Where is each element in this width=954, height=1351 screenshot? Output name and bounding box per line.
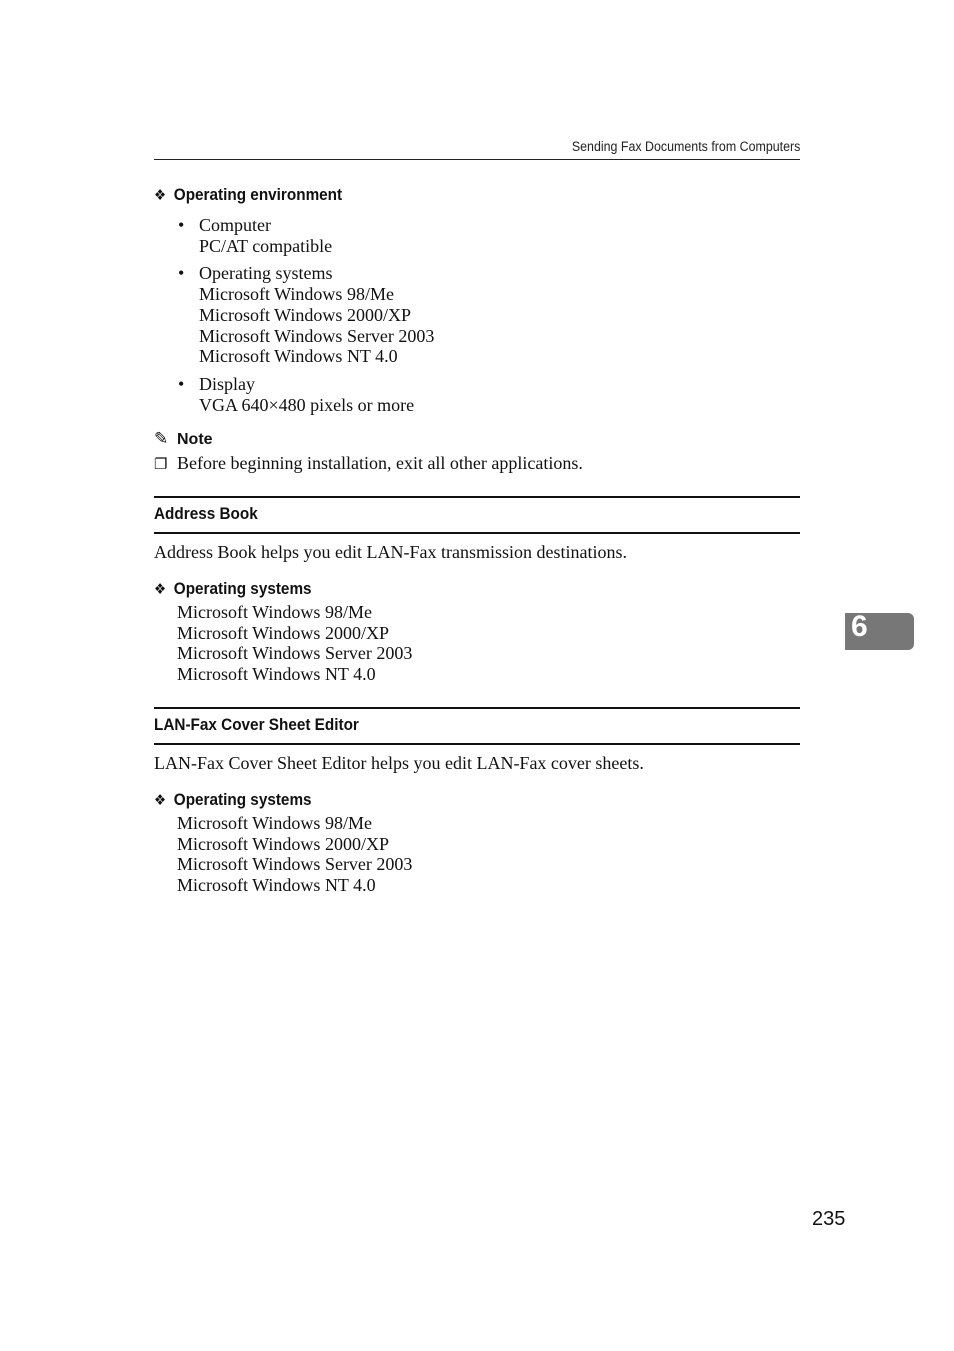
chapter-number: 6 bbox=[851, 610, 868, 643]
section-rule-top bbox=[154, 707, 800, 709]
diamond-icon: ❖ bbox=[154, 581, 167, 598]
note-item: ❐ Before beginning installation, exit all other applications. bbox=[154, 453, 583, 476]
page-number: 235 bbox=[812, 1208, 846, 1230]
cover-sheet-editor-os-heading: ❖ Operating systems bbox=[154, 790, 312, 809]
list-item-detail: Microsoft Windows Server 2003 bbox=[199, 325, 435, 346]
list-item-detail: Microsoft Windows NT 4.0 bbox=[199, 346, 398, 367]
list-item-detail: Microsoft Windows 2000/XP bbox=[199, 304, 411, 325]
os-list-item: Microsoft Windows 2000/XP bbox=[177, 833, 389, 854]
os-list-item: Microsoft Windows Server 2003 bbox=[177, 643, 413, 664]
address-book-os-list bbox=[177, 602, 412, 685]
section-rule-top bbox=[154, 496, 800, 498]
os-list-item: Microsoft Windows 2000/XP bbox=[177, 622, 389, 643]
list-item-detail: PC/AT compatible bbox=[199, 235, 333, 256]
running-header: Sending Fax Documents from Computers bbox=[571, 139, 800, 154]
list-item-detail: VGA 640×480 pixels or more bbox=[199, 394, 415, 415]
cover-sheet-editor-os-list bbox=[177, 813, 412, 896]
address-book-os-heading: ❖ Operating systems bbox=[154, 579, 312, 598]
checkbox-icon: ❐ bbox=[154, 457, 168, 473]
section-rule-bottom bbox=[154, 532, 800, 534]
os-list-item: Microsoft Windows 98/Me bbox=[177, 813, 372, 833]
chapter-tab bbox=[845, 610, 914, 650]
list-item-detail: Microsoft Windows 98/Me bbox=[199, 284, 394, 305]
os-list-item: Microsoft Windows NT 4.0 bbox=[177, 664, 376, 685]
cover-sheet-editor-heading: LAN-Fax Cover Sheet Editor bbox=[154, 715, 359, 734]
list-item-display bbox=[154, 374, 434, 415]
operating-environment-heading: ❖ Operating environment bbox=[154, 185, 343, 204]
bullet-icon: • bbox=[178, 263, 185, 284]
os-list-item: Microsoft Windows 98/Me bbox=[177, 602, 372, 622]
list-item-computer bbox=[154, 215, 434, 256]
address-book-description: Address Book helps you edit LAN-Fax transmission destinations. bbox=[154, 542, 627, 562]
section-rule-bottom bbox=[154, 743, 800, 745]
diamond-icon: ❖ bbox=[154, 187, 167, 204]
list-item-label: Display bbox=[199, 373, 255, 394]
header-rule bbox=[154, 159, 800, 160]
list-item-operating-systems bbox=[154, 263, 434, 367]
note-heading: ✎ Note bbox=[154, 429, 213, 448]
bullet-icon: • bbox=[178, 373, 185, 394]
os-list-item: Microsoft Windows Server 2003 bbox=[177, 854, 413, 875]
os-list-item: Microsoft Windows NT 4.0 bbox=[177, 875, 376, 896]
pencil-icon: ✎ bbox=[154, 429, 169, 448]
address-book-heading: Address Book bbox=[154, 504, 258, 523]
list-item-label: Operating systems bbox=[199, 263, 333, 284]
list-item-label: Computer bbox=[199, 215, 271, 235]
cover-sheet-editor-description: LAN-Fax Cover Sheet Editor helps you edit LAN-Fax cover sheets. bbox=[154, 753, 644, 773]
operating-environment-list bbox=[154, 215, 434, 422]
bullet-icon: • bbox=[178, 215, 185, 235]
diamond-icon: ❖ bbox=[154, 792, 167, 809]
